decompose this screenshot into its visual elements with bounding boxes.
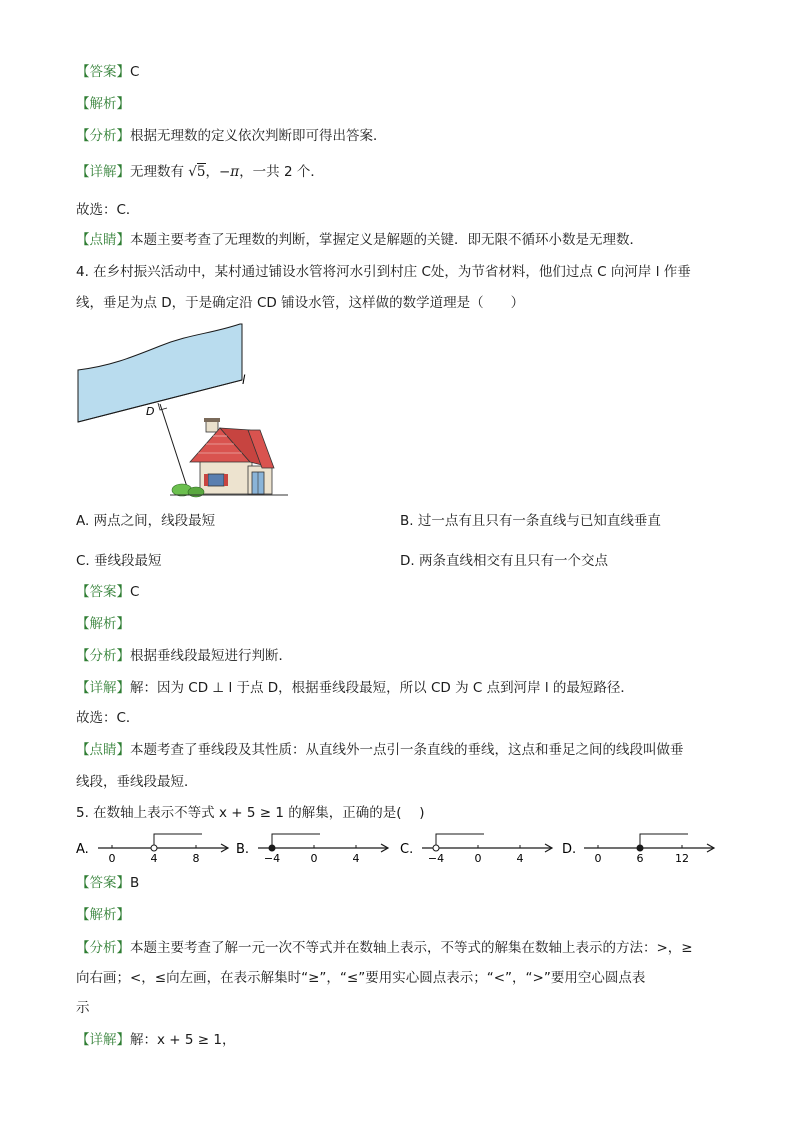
- tick-label: 6: [636, 852, 644, 865]
- fenxi-tag: 【分析】: [76, 128, 130, 144]
- tick-label: 12: [675, 852, 689, 865]
- q3-guxuan: 故选：C．: [76, 202, 140, 218]
- q4-option-d: D. 两条直线相交有且只有一个交点: [400, 553, 608, 569]
- tick-label: 0: [108, 852, 116, 865]
- tick-label: 4: [516, 852, 524, 865]
- hollow-point: [433, 845, 439, 851]
- number-line-option-c: [400, 834, 552, 865]
- q4-stem-line1: 4. 在乡村振兴活动中，某村通过铺设水管将河水引到村庄 C处，为节省材料，他们过点 C 向河岸 l 作垂: [76, 264, 691, 280]
- option-label: B.: [236, 842, 250, 857]
- analysis-tag: 【解析】: [76, 907, 130, 923]
- xiangjie-text-mid: ，: [205, 164, 219, 180]
- q3-answer-line: [76, 62, 139, 82]
- hollow-point: [151, 845, 157, 851]
- answer-tag: 【答案】: [76, 584, 130, 600]
- q5-fenxi-line1: [76, 938, 693, 958]
- fenxi-text: 本题主要考查了解一元一次不等式并在数轴上表示，不等式的解集在数轴上表示的方法：>，≥: [130, 940, 693, 956]
- q3-xiangjie-line: [76, 162, 324, 182]
- fenxi-text: 根据垂线段最短进行判断．: [130, 648, 292, 664]
- dianjing-tag: 【点睛】: [76, 232, 130, 248]
- fenxi-text: 根据无理数的定义依次判断即可得出答案．: [130, 128, 387, 144]
- xiangjie-tag: 【详解】: [76, 680, 130, 696]
- q4-fenxi-line: [76, 646, 292, 666]
- q4-stem-line2: 线，垂足为点 D，于是确定沿 CD 铺设水管，这样做的数学道理是（ ）: [76, 295, 525, 311]
- solution-ray: [640, 834, 688, 845]
- right-angle-mark: [158, 403, 167, 410]
- q4-option-a: A. 两点之间，线段最短: [76, 513, 216, 529]
- xiangjie-tag: 【详解】: [76, 1032, 130, 1048]
- xiangjie-text: 解：因为 CD ⊥ l 于点 D，根据垂线段最短，所以 CD 为 C 点到河岸 l 的最短路径．: [130, 680, 634, 696]
- solution-ray: [436, 834, 484, 845]
- analysis-tag: 【解析】: [76, 616, 130, 632]
- xiangjie-text-post: ，一共 2 个．: [239, 164, 324, 180]
- option-label: C.: [400, 842, 414, 857]
- q4-guxuan: 故选：C．: [76, 710, 140, 726]
- solid-point: [637, 845, 643, 851]
- solution-ray: [154, 834, 202, 845]
- fenxi-tag: 【分析】: [76, 940, 130, 956]
- analysis-tag: 【解析】: [76, 96, 130, 112]
- q3-fenxi-line: [76, 126, 387, 146]
- q5-xiangjie-line: [76, 1030, 235, 1050]
- xiangjie-tag: 【详解】: [76, 164, 130, 180]
- q5-stem: 5. 在数轴上表示不等式 x + 5 ≥ 1 的解集，正确的是( ): [76, 805, 425, 821]
- q4-dianjing-line2: 线段，垂线段最短．: [76, 774, 198, 790]
- dianjing-tag: 【点睛】: [76, 742, 130, 758]
- q4-dianjing-line1: [76, 740, 684, 760]
- house-icon: [170, 418, 288, 497]
- q4-option-b: B. 过一点有且只有一条直线与已知直线垂直: [400, 513, 661, 529]
- q4-answer-line: [76, 582, 139, 602]
- segment-cd: [160, 404, 188, 490]
- answer-tag: 【答案】: [76, 875, 130, 891]
- option-label: A.: [76, 842, 89, 857]
- answer-value: C: [130, 64, 140, 80]
- solid-point: [269, 845, 275, 851]
- tick-label: 8: [192, 852, 200, 865]
- tick-label: 0: [310, 852, 318, 865]
- number-line-option-d: [562, 834, 714, 865]
- q5-analysis-heading: [76, 905, 130, 925]
- tick-label: 4: [150, 852, 158, 865]
- sqrt-number: 5: [196, 164, 206, 180]
- tick-label: −4: [427, 852, 445, 865]
- q5-answer-line: [76, 873, 139, 893]
- q4-xiangjie-line: [76, 678, 634, 698]
- dianjing-text: 本题主要考查了无理数的判断，掌握定义是解题的关键．即无限不循环小数是无理数．: [130, 232, 643, 248]
- answer-tag: 【答案】: [76, 64, 130, 80]
- dianjing-text: 本题考查了垂线段及其性质：从直线外一点引一条直线的垂线，这点和垂足之间的线段叫做垂: [130, 742, 684, 758]
- xiangjie-text: 解：x + 5 ≥ 1，: [130, 1032, 236, 1048]
- label-d: D: [146, 405, 155, 418]
- number-line-options: [70, 826, 720, 866]
- sqrt-expression: [188, 163, 205, 180]
- number-line-option-b: [236, 834, 388, 865]
- answer-value: B: [130, 875, 140, 891]
- neg-pi: −π: [219, 164, 240, 180]
- q5-fenxi-line3: 示: [76, 1000, 90, 1016]
- river-shape: [78, 324, 242, 422]
- tick-label: −4: [263, 852, 281, 865]
- option-label: D.: [562, 842, 577, 857]
- fenxi-tag: 【分析】: [76, 648, 130, 664]
- tick-label: 0: [474, 852, 482, 865]
- sqrt-icon: √: [188, 164, 197, 180]
- number-line-option-a: [76, 834, 228, 865]
- solution-ray: [272, 834, 320, 845]
- answer-value: C: [130, 584, 140, 600]
- q3-dianjing-line: [76, 230, 643, 250]
- xiangjie-text-pre: 无理数有: [130, 164, 184, 180]
- q3-analysis-heading: [76, 94, 130, 114]
- river-village-figure: [70, 318, 300, 500]
- q5-fenxi-line2: 向右画；<，≤向左画，在表示解集时“≥”，“≤”要用实心圆点表示；“<”，“>”要用空心圆点表: [76, 970, 646, 986]
- label-l: l: [242, 373, 246, 387]
- q4-analysis-heading: [76, 614, 130, 634]
- tick-label: 0: [594, 852, 602, 865]
- tick-label: 4: [352, 852, 360, 865]
- q4-option-c: C. 垂线段最短: [76, 553, 162, 569]
